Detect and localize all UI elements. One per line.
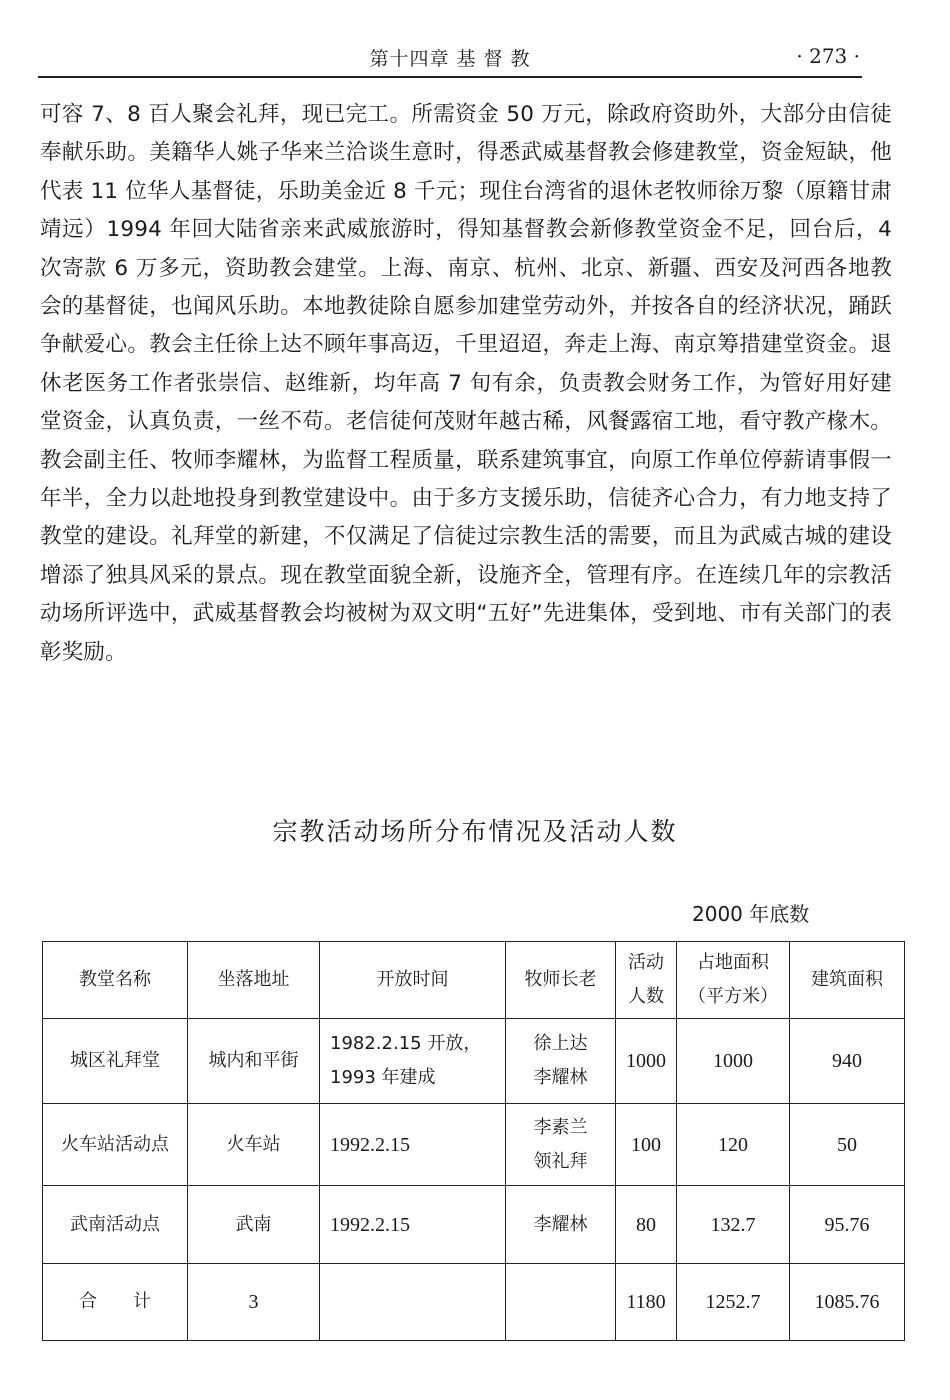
running-header — [38, 40, 862, 76]
chapter-title: 第十四章 基 督 教 — [369, 48, 531, 70]
body-paragraph: 可容 7、8 百人聚会礼拜，现已完工。所需资金 50 万元，除政府资助外，大部分由信徒奉献乐助。美籍华人姚子华来兰洽谈生意时，得悉武威基督教会修建教堂，资金短缺，他代表 11 位华人基督徒，乐助美金近 8 千元；现住台湾省的退休老牧师徐万黎（原籍甘肃靖远）1994 年回大陆省亲来武威旅游时，得知基督教会新修教堂资金不足，回台后，4 次寄款 6 万多元，资助教会建堂。上海、南京、杭州、北京、新疆、西安及河西各地教会的基督徒，也闻风乐助。本地教徒除自愿参加建堂劳动外，并按各自的经济状况，踊跃争献爱心。教会主任徐上达不顾年事高迈，千里迢迢，奔走上海、南京筹措建堂资金。退休老医务工作者张崇信、赵维新，均年高 7 旬有余，负责教会财务工作，为管好用好建堂资金，认真负责，一丝不苟。老信徒何茂财年越古稀，风餐露宿工地，看守教产椽木。教会副主任、牧师李耀林，为监督工程质量，联系建筑事宜，向原工作单位停薪请事假一年半，全力以赴地投身到教堂建设中。由于多方支援乐助，信徒齐心合力，有力地支持了教堂的建设。礼拜堂的新建，不仅满足了信徒过宗教生活的需要，而且为武威古城的建设增添了独具风采的景点。现在教堂面貌全新，设施齐全，管理有序。在连续几年的宗教活动场所评选中，武威基督教会均被树为双文明“五好”先进集体，受到地、市有关部门的表彰奖励。 — [40, 102, 892, 665]
pastor-line1: 李素兰 — [533, 1116, 588, 1138]
cell-name: 火车站活动点 — [43, 1104, 188, 1186]
pastor-line2: 李耀林 — [533, 1067, 588, 1088]
body-text — [40, 96, 892, 672]
cell-building: 95.76 — [790, 1186, 905, 1264]
cell-building: 940 — [790, 1019, 905, 1104]
table-note: 2000 年底数 — [692, 902, 810, 926]
cell-address: 城内和平街 — [188, 1019, 320, 1104]
table-total-row — [43, 1264, 905, 1341]
header-land-line2: （平方米） — [688, 986, 778, 1007]
cell-open-time: 1992.2.15 — [320, 1186, 506, 1264]
header-rule — [38, 76, 862, 78]
pastor-line1: 徐上达 — [533, 1033, 588, 1054]
total-count: 3 — [188, 1264, 320, 1341]
cell-land: 120 — [677, 1104, 790, 1186]
cell-pastor — [506, 1019, 616, 1104]
header-people-line1: 活动 — [628, 952, 664, 973]
open-time-line1: 1982.2.15 开放， — [330, 1033, 482, 1054]
cell-open-time — [320, 1019, 506, 1104]
cell-address: 武南 — [188, 1186, 320, 1264]
cell-people: 80 — [616, 1186, 677, 1264]
cell-address: 火车站 — [188, 1104, 320, 1186]
header-pastor: 牧师长老 — [506, 942, 616, 1019]
total-label: 合 计 — [43, 1264, 188, 1341]
header-land-line1: 占地面积 — [697, 952, 769, 973]
header-name: 教堂名称 — [43, 942, 188, 1019]
total-open-time — [320, 1264, 506, 1341]
table-row — [43, 1019, 905, 1104]
open-time-line2: 1993 年建成 — [330, 1067, 436, 1088]
header-land — [677, 942, 790, 1019]
table-row — [43, 1104, 905, 1186]
page-number: · 273 · — [796, 44, 860, 68]
cell-people: 1000 — [616, 1019, 677, 1104]
cell-name: 武南活动点 — [43, 1186, 188, 1264]
cell-people: 100 — [616, 1104, 677, 1186]
table-header-row — [43, 942, 905, 1019]
cell-open-time: 1992.2.15 — [320, 1104, 506, 1186]
total-pastor — [506, 1264, 616, 1341]
header-people-line2: 人数 — [628, 986, 664, 1007]
cell-name: 城区礼拜堂 — [43, 1019, 188, 1104]
header-people — [616, 942, 677, 1019]
total-people: 1180 — [616, 1264, 677, 1341]
header-address: 坐落地址 — [188, 942, 320, 1019]
pastor-line2: 领礼拜 — [533, 1150, 588, 1172]
total-building: 1085.76 — [790, 1264, 905, 1341]
cell-pastor: 李耀林 — [506, 1186, 616, 1264]
cell-land: 1000 — [677, 1019, 790, 1104]
cell-building: 50 — [790, 1104, 905, 1186]
cell-pastor — [506, 1104, 616, 1186]
header-open-time: 开放时间 — [320, 942, 506, 1019]
cell-land: 132.7 — [677, 1186, 790, 1264]
total-land: 1252.7 — [677, 1264, 790, 1341]
table-title: 宗教活动场所分布情况及活动人数 — [272, 817, 678, 846]
header-building: 建筑面积 — [790, 942, 905, 1019]
table-row — [43, 1186, 905, 1264]
venues-table — [42, 941, 905, 1341]
